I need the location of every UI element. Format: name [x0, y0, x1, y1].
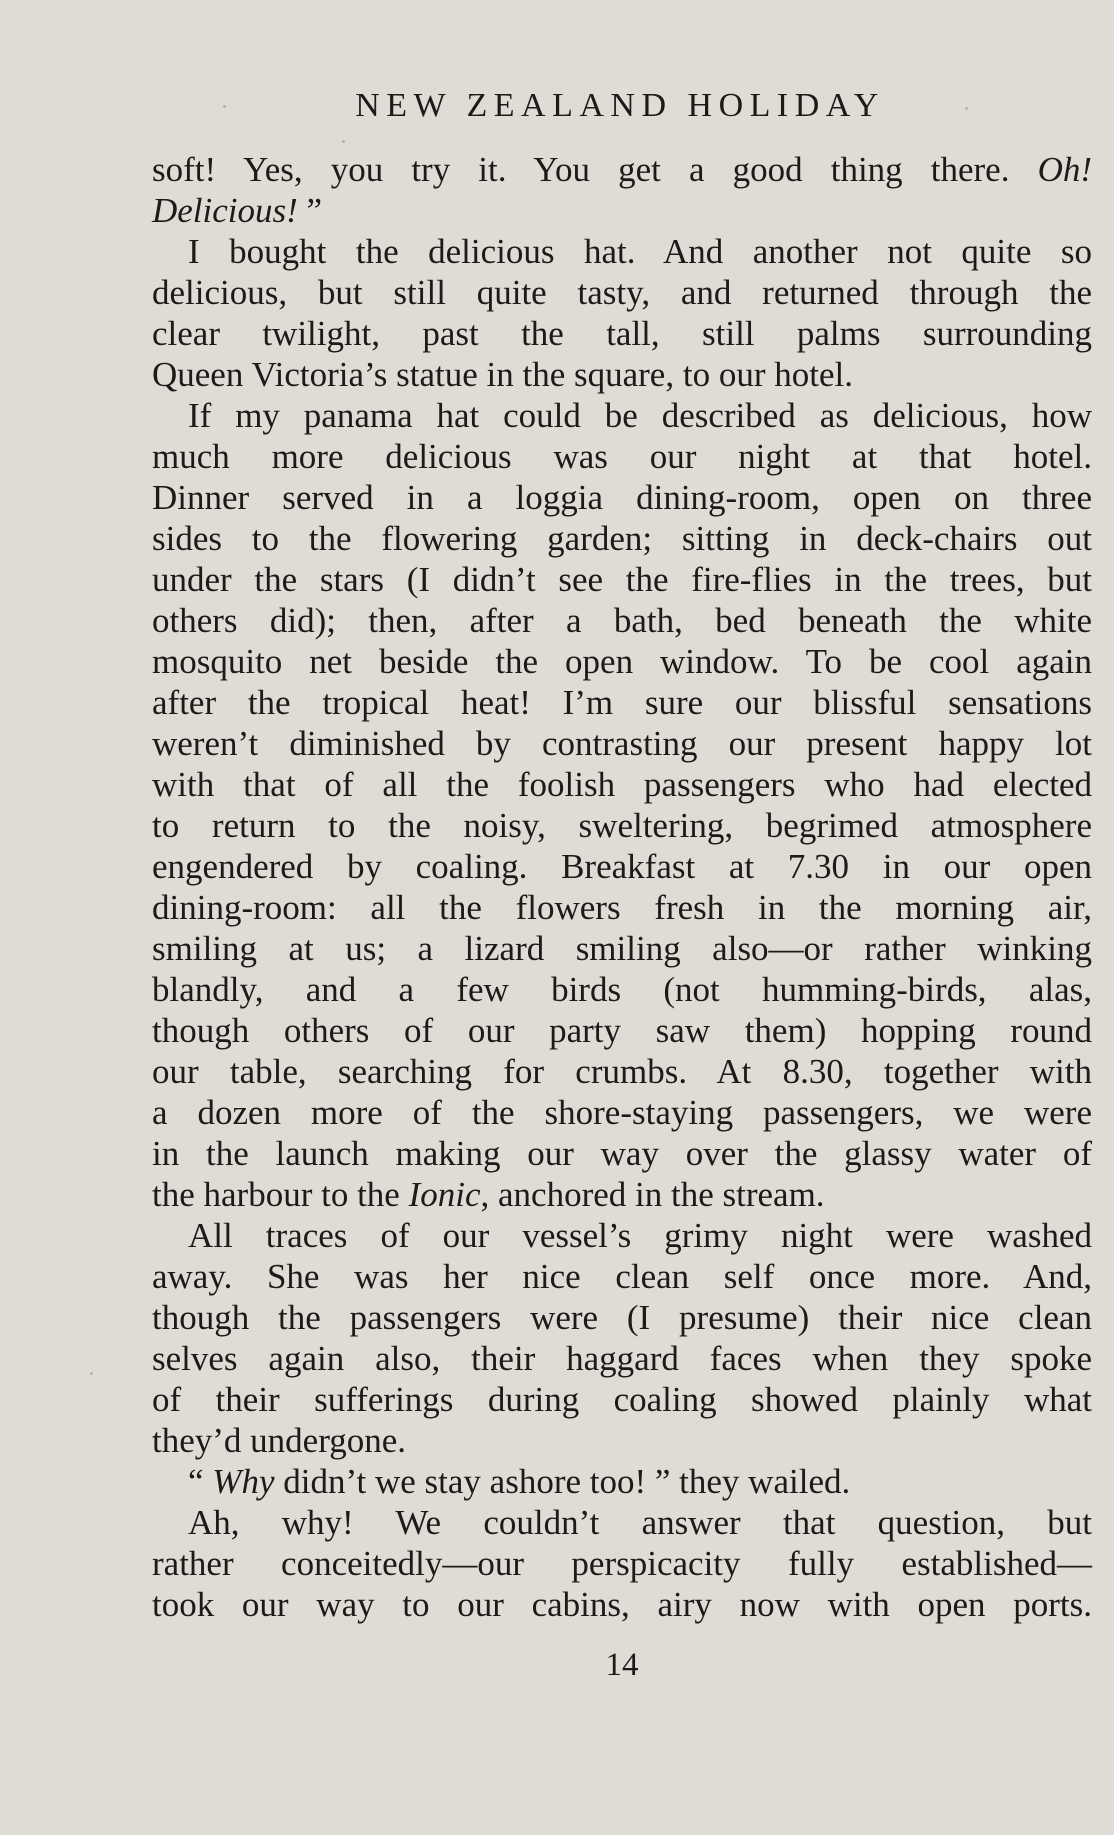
text-run: If my panama hat could be described as delicious, how	[188, 396, 1092, 435]
running-head: NEW ZEALAND HOLIDAY	[355, 87, 885, 124]
text-run: took our way to our cabins, airy now with open ports.	[152, 1585, 1092, 1624]
text-line	[152, 1174, 1092, 1215]
text-run: others did); then, after a bath, bed beneath the white	[152, 601, 1092, 640]
page-number: 14	[605, 1647, 639, 1683]
text-line	[152, 1461, 1092, 1502]
text-line	[152, 1215, 1092, 1256]
text-run: a dozen more of the shore-staying passengers, we were	[152, 1093, 1092, 1132]
text-line	[152, 805, 1092, 846]
text-line	[152, 1379, 1092, 1420]
text-line	[152, 477, 1092, 518]
text-line	[152, 600, 1092, 641]
text-line	[152, 1092, 1092, 1133]
text-run: in the launch making our way over the glassy water of	[152, 1134, 1092, 1173]
text-line	[152, 641, 1092, 682]
text-run: away. She was her nice clean self once more. And,	[152, 1257, 1092, 1296]
text-run: they’d undergone.	[152, 1421, 407, 1460]
text-line	[152, 231, 1092, 272]
text-line	[152, 928, 1092, 969]
text-line	[152, 1584, 1092, 1625]
paper-speck	[223, 105, 226, 108]
text-run: though the passengers were (I presume) their nice clean	[152, 1298, 1092, 1337]
italic-text: Oh!	[1037, 150, 1092, 189]
text-run: dining-room: all the flowers fresh in the morning air,	[152, 888, 1092, 927]
text-run: ”	[297, 191, 323, 230]
text-line	[152, 846, 1092, 887]
text-line	[152, 682, 1092, 723]
text-line	[152, 1338, 1092, 1379]
text-run: our table, searching for crumbs. At 8.30, together with	[152, 1052, 1092, 1091]
text-run: mosquito net beside the open window. To be cool again	[152, 642, 1092, 681]
text-line	[152, 190, 1092, 231]
text-run: rather conceitedly—our perspicacity fully established—	[152, 1544, 1092, 1583]
text-line	[152, 1051, 1092, 1092]
text-run: soft! Yes, you try it. You get a good thing there.	[152, 150, 1038, 189]
text-line	[152, 559, 1092, 600]
text-run: under the stars (I didn’t see the fire-flies in the trees, but	[152, 560, 1092, 599]
italic-text: Why	[212, 1462, 275, 1501]
text-line	[152, 764, 1092, 805]
text-run: “	[188, 1462, 213, 1501]
text-run: though others of our party saw them) hopping round	[152, 1011, 1092, 1050]
text-run: , anchored in the stream.	[480, 1175, 825, 1214]
text-line	[152, 1420, 1092, 1461]
text-run: the harbour to the	[152, 1175, 409, 1214]
text-run: sides to the flowering garden; sitting in deck-chairs out	[152, 519, 1092, 558]
paper-speck	[90, 1372, 93, 1375]
text-run: smiling at us; a lizard smiling also—or rather winking	[152, 929, 1092, 968]
paper-speck	[965, 107, 968, 110]
text-run: delicious, but still quite tasty, and returned through the	[152, 273, 1092, 312]
text-line	[152, 313, 1092, 354]
text-line	[152, 272, 1092, 313]
text-line	[152, 1133, 1092, 1174]
italic-text: Ionic	[408, 1175, 481, 1214]
text-run: to return to the noisy, sweltering, begrimed atmosphere	[152, 806, 1092, 845]
text-run: Queen Victoria’s statue in the square, to our hotel.	[152, 355, 853, 394]
text-run: much more delicious was our night at that hotel.	[152, 437, 1092, 476]
text-run: weren’t diminished by contrasting our present happy lot	[152, 724, 1092, 763]
text-line	[152, 969, 1092, 1010]
text-line	[152, 1010, 1092, 1051]
italic-text: Delicious!	[152, 191, 298, 230]
body-text	[152, 149, 1092, 1625]
text-line	[152, 1543, 1092, 1584]
text-run: after the tropical heat! I’m sure our blissful sensations	[152, 683, 1092, 722]
text-run: didn’t we stay ashore too! ” they wailed.	[274, 1462, 851, 1501]
text-run: clear twilight, past the tall, still palms surrounding	[152, 314, 1092, 353]
text-line	[152, 1502, 1092, 1543]
text-run: selves again also, their haggard faces when they spoke	[152, 1339, 1092, 1378]
text-run: Ah, why! We couldn’t answer that question, but	[188, 1503, 1092, 1542]
text-line	[152, 354, 1092, 395]
text-run: All traces of our vessel’s grimy night were washed	[188, 1216, 1092, 1255]
text-run: Dinner served in a loggia dining-room, open on three	[152, 478, 1092, 517]
text-line	[152, 149, 1092, 190]
text-run: of their sufferings during coaling showed plainly what	[152, 1380, 1092, 1419]
paper-speck	[342, 140, 345, 143]
text-line	[152, 518, 1092, 559]
text-line	[152, 887, 1092, 928]
text-run: engendered by coaling. Breakfast at 7.30 in our open	[152, 847, 1092, 886]
text-line	[152, 436, 1092, 477]
text-run: I bought the delicious hat. And another not quite so	[188, 232, 1092, 271]
text-line	[152, 1256, 1092, 1297]
text-line	[152, 1297, 1092, 1338]
text-line	[152, 723, 1092, 764]
text-line	[152, 395, 1092, 436]
text-run: with that of all the foolish passengers who had elected	[152, 765, 1092, 804]
text-run: blandly, and a few birds (not humming-birds, alas,	[152, 970, 1092, 1009]
